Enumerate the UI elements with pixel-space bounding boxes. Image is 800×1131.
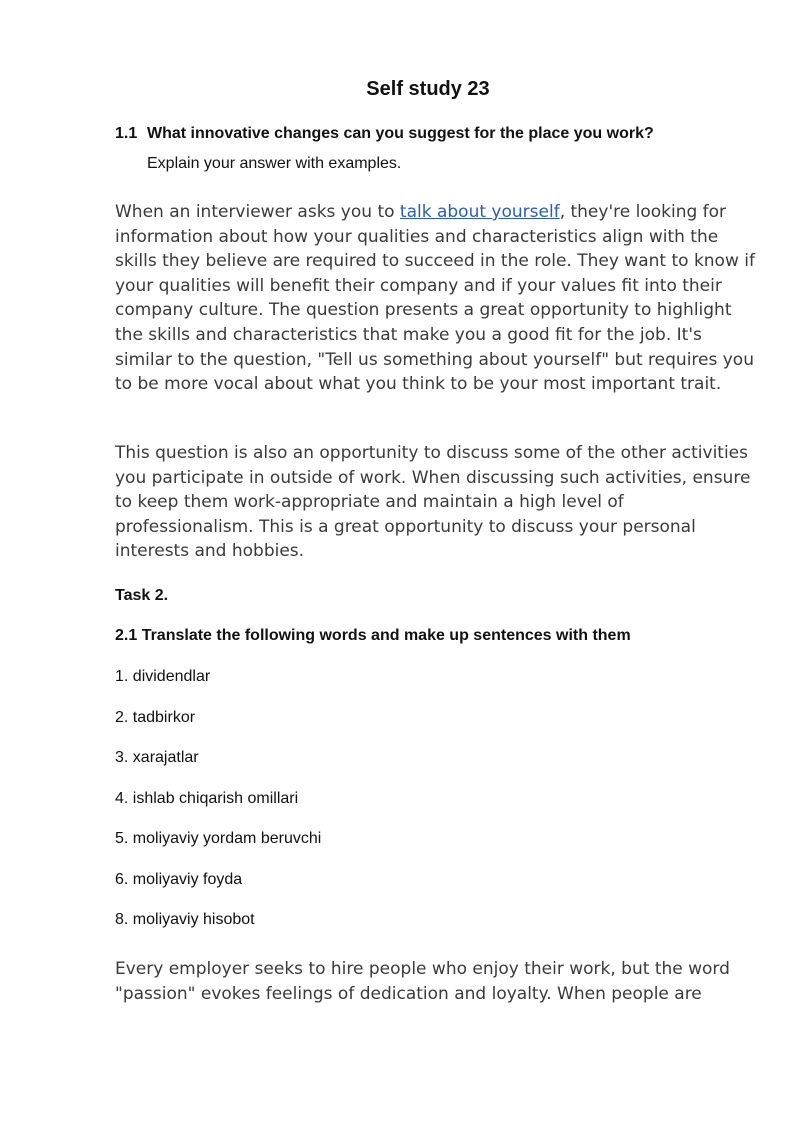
question-number: 1.1 xyxy=(115,125,138,142)
task-label: Task 2. xyxy=(115,587,169,604)
talk-about-yourself-link[interactable]: talk about yourself xyxy=(399,202,560,222)
list-item: 5. moliyaviy yordam beruvchi xyxy=(115,830,322,847)
task-heading: 2.1 Translate the following words and make up sentences with them xyxy=(115,627,631,644)
question-subtext: Explain your answer with examples. xyxy=(147,155,402,172)
question-line xyxy=(115,123,755,144)
list-item: 4. ishlab chiqarish omillari xyxy=(115,789,299,807)
list-item: 2. tadbirkor xyxy=(115,708,196,726)
paragraph-activities: This question is also an opportunity to discuss some of the other activities you participate in outside of work. When discussing such activities, ensure to keep them work-appropriate and maintain a high level of professionalism. This is a great opportunity to discuss your personal interests and hobbies. xyxy=(115,443,751,562)
list-item: 1. dividendlar xyxy=(115,668,211,685)
paragraph-text: , they're looking for information about how your qualities and characteristics align with the skills they believe are required to succeed in the role. They want to know if your qualities will benefit their company and if your values fit into their company culture. The question presents a great opportunity to highlight the skills and characteristics that make you a good fit for the job. It's similar to the question, "Tell us something about yourself" but requires you to be more vocal about what you think to be your most important trait. xyxy=(115,202,755,395)
word-list xyxy=(115,666,321,950)
list-item: 3. xarajatlar xyxy=(115,749,199,766)
document-title: Self study 23 xyxy=(366,78,490,100)
question-text: What innovative changes can you suggest for the place you work? xyxy=(147,125,654,142)
list-item: 8. moliyaviy hisobot xyxy=(115,911,255,928)
question-block xyxy=(115,123,755,174)
list-item: 6. moliyaviy foyda xyxy=(115,870,243,888)
paragraph-interview xyxy=(115,200,755,397)
paragraph-passion: Every employer seeks to hire people who enjoy their work, but the word "passion" evokes feelings of dedication and loyalty. When people are xyxy=(115,959,730,1004)
paragraph-text: When an interviewer asks you to xyxy=(115,202,400,222)
